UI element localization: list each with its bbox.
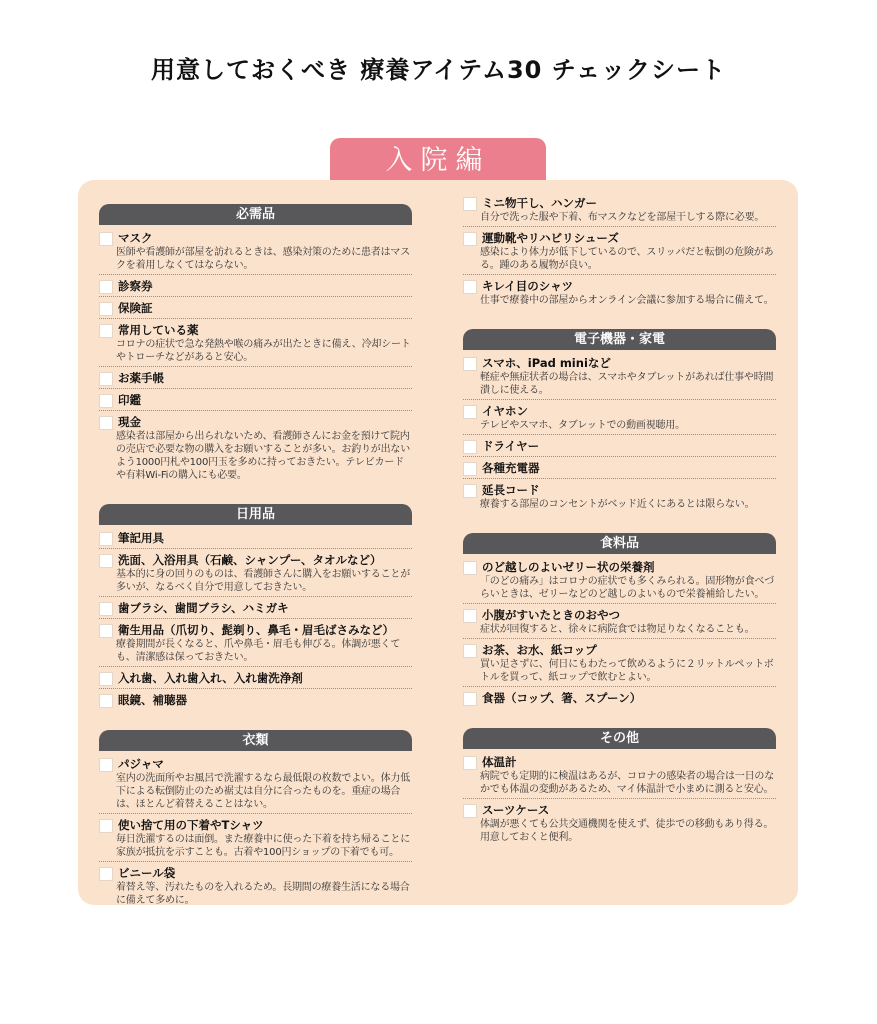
- item-description: 室内の洗面所やお風呂で洗濯するなら最低限の枚数でよい。体力低下による転倒防止のため裾丈は自分に合ったものを。重症の場合は、ほとんど着替えることはない。: [116, 773, 410, 810]
- checkbox[interactable]: [99, 758, 113, 772]
- checkbox[interactable]: [463, 197, 477, 211]
- item-description: 「のどの痛み」はコロナの症状でも多くみられる。固形物が食べづらいときは、ゼリーなどのど越しのよいもので栄養補給したい。: [480, 576, 774, 600]
- item-row: [99, 552, 412, 568]
- item-description: 感染により体力が低下しているので、スリッパだと転倒の危険がある。踵のある履物が良い。: [480, 247, 774, 271]
- checklist-item: [99, 321, 412, 367]
- item-description: 医師や看護師が部屋を訪れるときは、感染対策のために患者はマスクを着用しなくてはならない。: [116, 247, 410, 271]
- item-row: [99, 322, 412, 338]
- item-name: お茶、お水、紙コップ: [482, 643, 597, 657]
- checklist-item: [463, 354, 776, 400]
- checklist-item: [99, 755, 412, 814]
- item-row: [99, 756, 412, 772]
- right-column: [463, 194, 776, 848]
- item-row: [99, 817, 412, 833]
- item-name: マスク: [118, 231, 153, 245]
- category-header: 日用品: [99, 504, 412, 525]
- item-row: [463, 754, 776, 770]
- checklist-item: [99, 299, 412, 319]
- checkbox[interactable]: [463, 692, 477, 706]
- item-row: [463, 690, 776, 706]
- category-gap: [463, 710, 776, 728]
- item-row: [463, 403, 776, 419]
- item-row: [463, 559, 776, 575]
- item-name: 入れ歯、入れ歯入れ、入れ歯洗浄剤: [118, 671, 303, 685]
- checkbox[interactable]: [463, 609, 477, 623]
- item-description: 毎日洗濯するのは面倒。また療養中に使った下着を持ち帰ることに家族が抵抗を示すことも。古着や100円ショップの下着でも可。: [116, 834, 410, 858]
- checkbox[interactable]: [99, 302, 113, 316]
- item-row: [463, 355, 776, 371]
- item-description: 自分で洗った服や下着、布マスクなどを部屋干しする際に必要。: [480, 212, 765, 223]
- item-name: イヤホン: [482, 404, 528, 418]
- category-header: 必需品: [99, 204, 412, 225]
- checklist-item: [99, 229, 412, 275]
- checkbox[interactable]: [463, 756, 477, 770]
- checklist-item: [463, 689, 776, 708]
- checklist-item: [463, 641, 776, 687]
- checklist-item: [99, 369, 412, 389]
- item-row: [463, 438, 776, 454]
- checklist-item: [463, 753, 776, 799]
- item-name: スマホ、iPad miniなど: [482, 356, 611, 370]
- checklist-item: [463, 437, 776, 457]
- checklist-item: [463, 194, 776, 227]
- checklist-item: [99, 413, 412, 484]
- item-name: 常用している薬: [118, 323, 199, 337]
- item-row: [463, 460, 776, 476]
- checklist-item: [99, 599, 412, 619]
- item-name: のど越しのよいゼリー状の栄養剤: [482, 560, 655, 574]
- checkbox[interactable]: [99, 394, 113, 408]
- item-name: 歯ブラシ、歯間ブラシ、ハミガキ: [118, 601, 289, 615]
- checkbox[interactable]: [99, 694, 113, 708]
- checkbox[interactable]: [99, 324, 113, 338]
- item-name: キレイ目のシャツ: [482, 279, 574, 293]
- item-name: スーツケース: [482, 803, 550, 817]
- checklist-item: [463, 277, 776, 309]
- checklist-item: [99, 277, 412, 297]
- item-description: 仕事で療養中の部屋からオンライン会議に参加する場合に備えて。: [480, 295, 774, 306]
- checklist-item: [463, 801, 776, 846]
- checkbox[interactable]: [99, 602, 113, 616]
- item-name: 延長コード: [482, 483, 540, 497]
- checkbox[interactable]: [463, 357, 477, 371]
- checkbox[interactable]: [99, 372, 113, 386]
- checklist-item: [463, 229, 776, 275]
- item-description: 着替え等、汚れたものを入れるため。長期間の療養生活になる場合に備えて多めに。: [116, 882, 410, 906]
- checkbox[interactable]: [463, 280, 477, 294]
- checkbox[interactable]: [463, 232, 477, 246]
- item-row: [463, 482, 776, 498]
- category-header: 電子機器・家電: [463, 329, 776, 350]
- category-header: 食料品: [463, 533, 776, 554]
- item-row: [99, 370, 412, 386]
- item-row: [463, 195, 776, 211]
- item-row: [463, 230, 776, 246]
- item-name: 洗面、入浴用具（石鹸、シャンプー、タオルなど）: [118, 553, 382, 567]
- item-description: 療養期間が長くなると、爪や鼻毛・眉毛も伸びる。体調が悪くても、清潔感は保っておきたい。: [116, 639, 401, 663]
- item-row: [463, 607, 776, 623]
- item-name: 体温計: [482, 755, 517, 769]
- item-description: 療養する部屋のコンセントがベッド近くにあるとは限らない。: [480, 499, 755, 510]
- checklist-item: [99, 551, 412, 597]
- item-name: 各種充電器: [482, 461, 540, 475]
- item-row: [99, 230, 412, 246]
- item-row: [463, 278, 776, 294]
- item-name: ミニ物干し、ハンガー: [482, 196, 597, 210]
- checklist-item: [99, 669, 412, 689]
- item-row: [99, 278, 412, 294]
- checkbox[interactable]: [99, 232, 113, 246]
- checklist-item: [463, 481, 776, 513]
- item-row: [99, 622, 412, 638]
- item-name: ビニール袋: [118, 866, 176, 880]
- item-name: 食器（コップ、箸、スプーン）: [482, 691, 642, 705]
- item-name: ドライヤー: [482, 439, 540, 453]
- checkbox[interactable]: [99, 280, 113, 294]
- item-row: [99, 670, 412, 686]
- item-description: 病院でも定期的に検温はあるが、コロナの感染者の場合は一日のなかでも体温の変動があるため、マイ体温計で小まめに測ると安心。: [480, 771, 774, 795]
- checklist-item: [463, 402, 776, 435]
- item-description: 軽症や無症状者の場合は、スマホやタブレットがあれば仕事や時間潰しに使える。: [480, 372, 774, 396]
- checkbox[interactable]: [463, 804, 477, 818]
- item-name: 診察券: [118, 279, 153, 293]
- checkbox[interactable]: [99, 672, 113, 686]
- item-name: 小腹がすいたときのおやつ: [482, 608, 620, 622]
- item-name: 使い捨て用の下着やTシャツ: [118, 818, 264, 832]
- checklist-item: [99, 621, 412, 667]
- checkbox[interactable]: [99, 532, 113, 546]
- left-column: [99, 204, 412, 911]
- item-row: [99, 600, 412, 616]
- item-name: お薬手帳: [118, 371, 164, 385]
- item-description: 感染者は部屋から出られないため、看護師さんにお金を預けて院内の売店で必要な物の購入をお願いすることが多い。お釣りが出ないよう1000円札や100円玉を多めに持っておきたい。テレビカードや有料Wi-Fiの購入にも必要。: [116, 431, 410, 481]
- item-row: [99, 865, 412, 881]
- checklist-item: [463, 558, 776, 604]
- checkbox[interactable]: [99, 867, 113, 881]
- item-description: コロナの症状で急な発熱や喉の痛みが出たときに備え、冷却シートやトローチなどがあると安心。: [116, 339, 411, 363]
- category-header: その他: [463, 728, 776, 749]
- checklist-item: [99, 391, 412, 411]
- item-name: 保険証: [118, 301, 153, 315]
- category-gap: [463, 311, 776, 329]
- item-name: 現金: [118, 415, 141, 429]
- item-name: 筆記用具: [118, 531, 164, 545]
- checkbox[interactable]: [99, 554, 113, 568]
- item-row: [463, 802, 776, 818]
- checkbox[interactable]: [463, 462, 477, 476]
- item-name: 印鑑: [118, 393, 141, 407]
- checklist-item: [463, 459, 776, 479]
- item-name: 衛生用品（爪切り、髭剃り、鼻毛・眉毛ばさみなど）: [118, 623, 394, 637]
- item-name: パジャマ: [118, 757, 164, 771]
- page-title: 用意しておくべき 療養アイテム30 チェックシート: [150, 56, 727, 84]
- checkbox[interactable]: [463, 644, 477, 658]
- item-description: 基本的に身の回りのものは、看護師さんに購入をお願いすることが多いが、なるべく自分で用意しておきたい。: [116, 569, 410, 593]
- category-gap: [99, 486, 412, 504]
- checkbox[interactable]: [99, 416, 113, 430]
- checkbox[interactable]: [463, 405, 477, 419]
- checkbox[interactable]: [99, 624, 113, 638]
- item-row: [99, 414, 412, 430]
- item-description: 症状が回復すると、徐々に病院食では物足りなくなることも。: [480, 624, 755, 635]
- checklist-item: [99, 691, 412, 710]
- item-name: 眼鏡、補聴器: [118, 693, 187, 707]
- checklist-panel: [78, 180, 798, 905]
- item-row: [99, 530, 412, 546]
- item-row: [99, 392, 412, 408]
- item-row: [99, 692, 412, 708]
- category-gap: [99, 712, 412, 730]
- checkbox[interactable]: [99, 819, 113, 833]
- checkbox[interactable]: [463, 561, 477, 575]
- checkbox[interactable]: [463, 484, 477, 498]
- item-name: 運動靴やリハビリシューズ: [482, 231, 619, 245]
- item-row: [463, 642, 776, 658]
- checklist-item: [463, 606, 776, 639]
- category-gap: [463, 515, 776, 533]
- checklist-item: [99, 864, 412, 909]
- item-description: 体調が悪くても公共交通機関を使えず、徒歩での移動もあり得る。用意しておくと便利。: [480, 819, 774, 843]
- checkbox[interactable]: [463, 440, 477, 454]
- item-description: テレビやスマホ、タブレットでの動画視聴用。: [480, 420, 685, 431]
- category-header: 衣類: [99, 730, 412, 751]
- checklist-item: [99, 529, 412, 549]
- section-tab: 入院編: [330, 138, 546, 186]
- item-row: [99, 300, 412, 316]
- checklist-item: [99, 816, 412, 862]
- item-description: 買い足さずに、何日にもわたって飲めるように２リットルペットボトルを買って、紙コップで飲むとよい。: [480, 659, 774, 683]
